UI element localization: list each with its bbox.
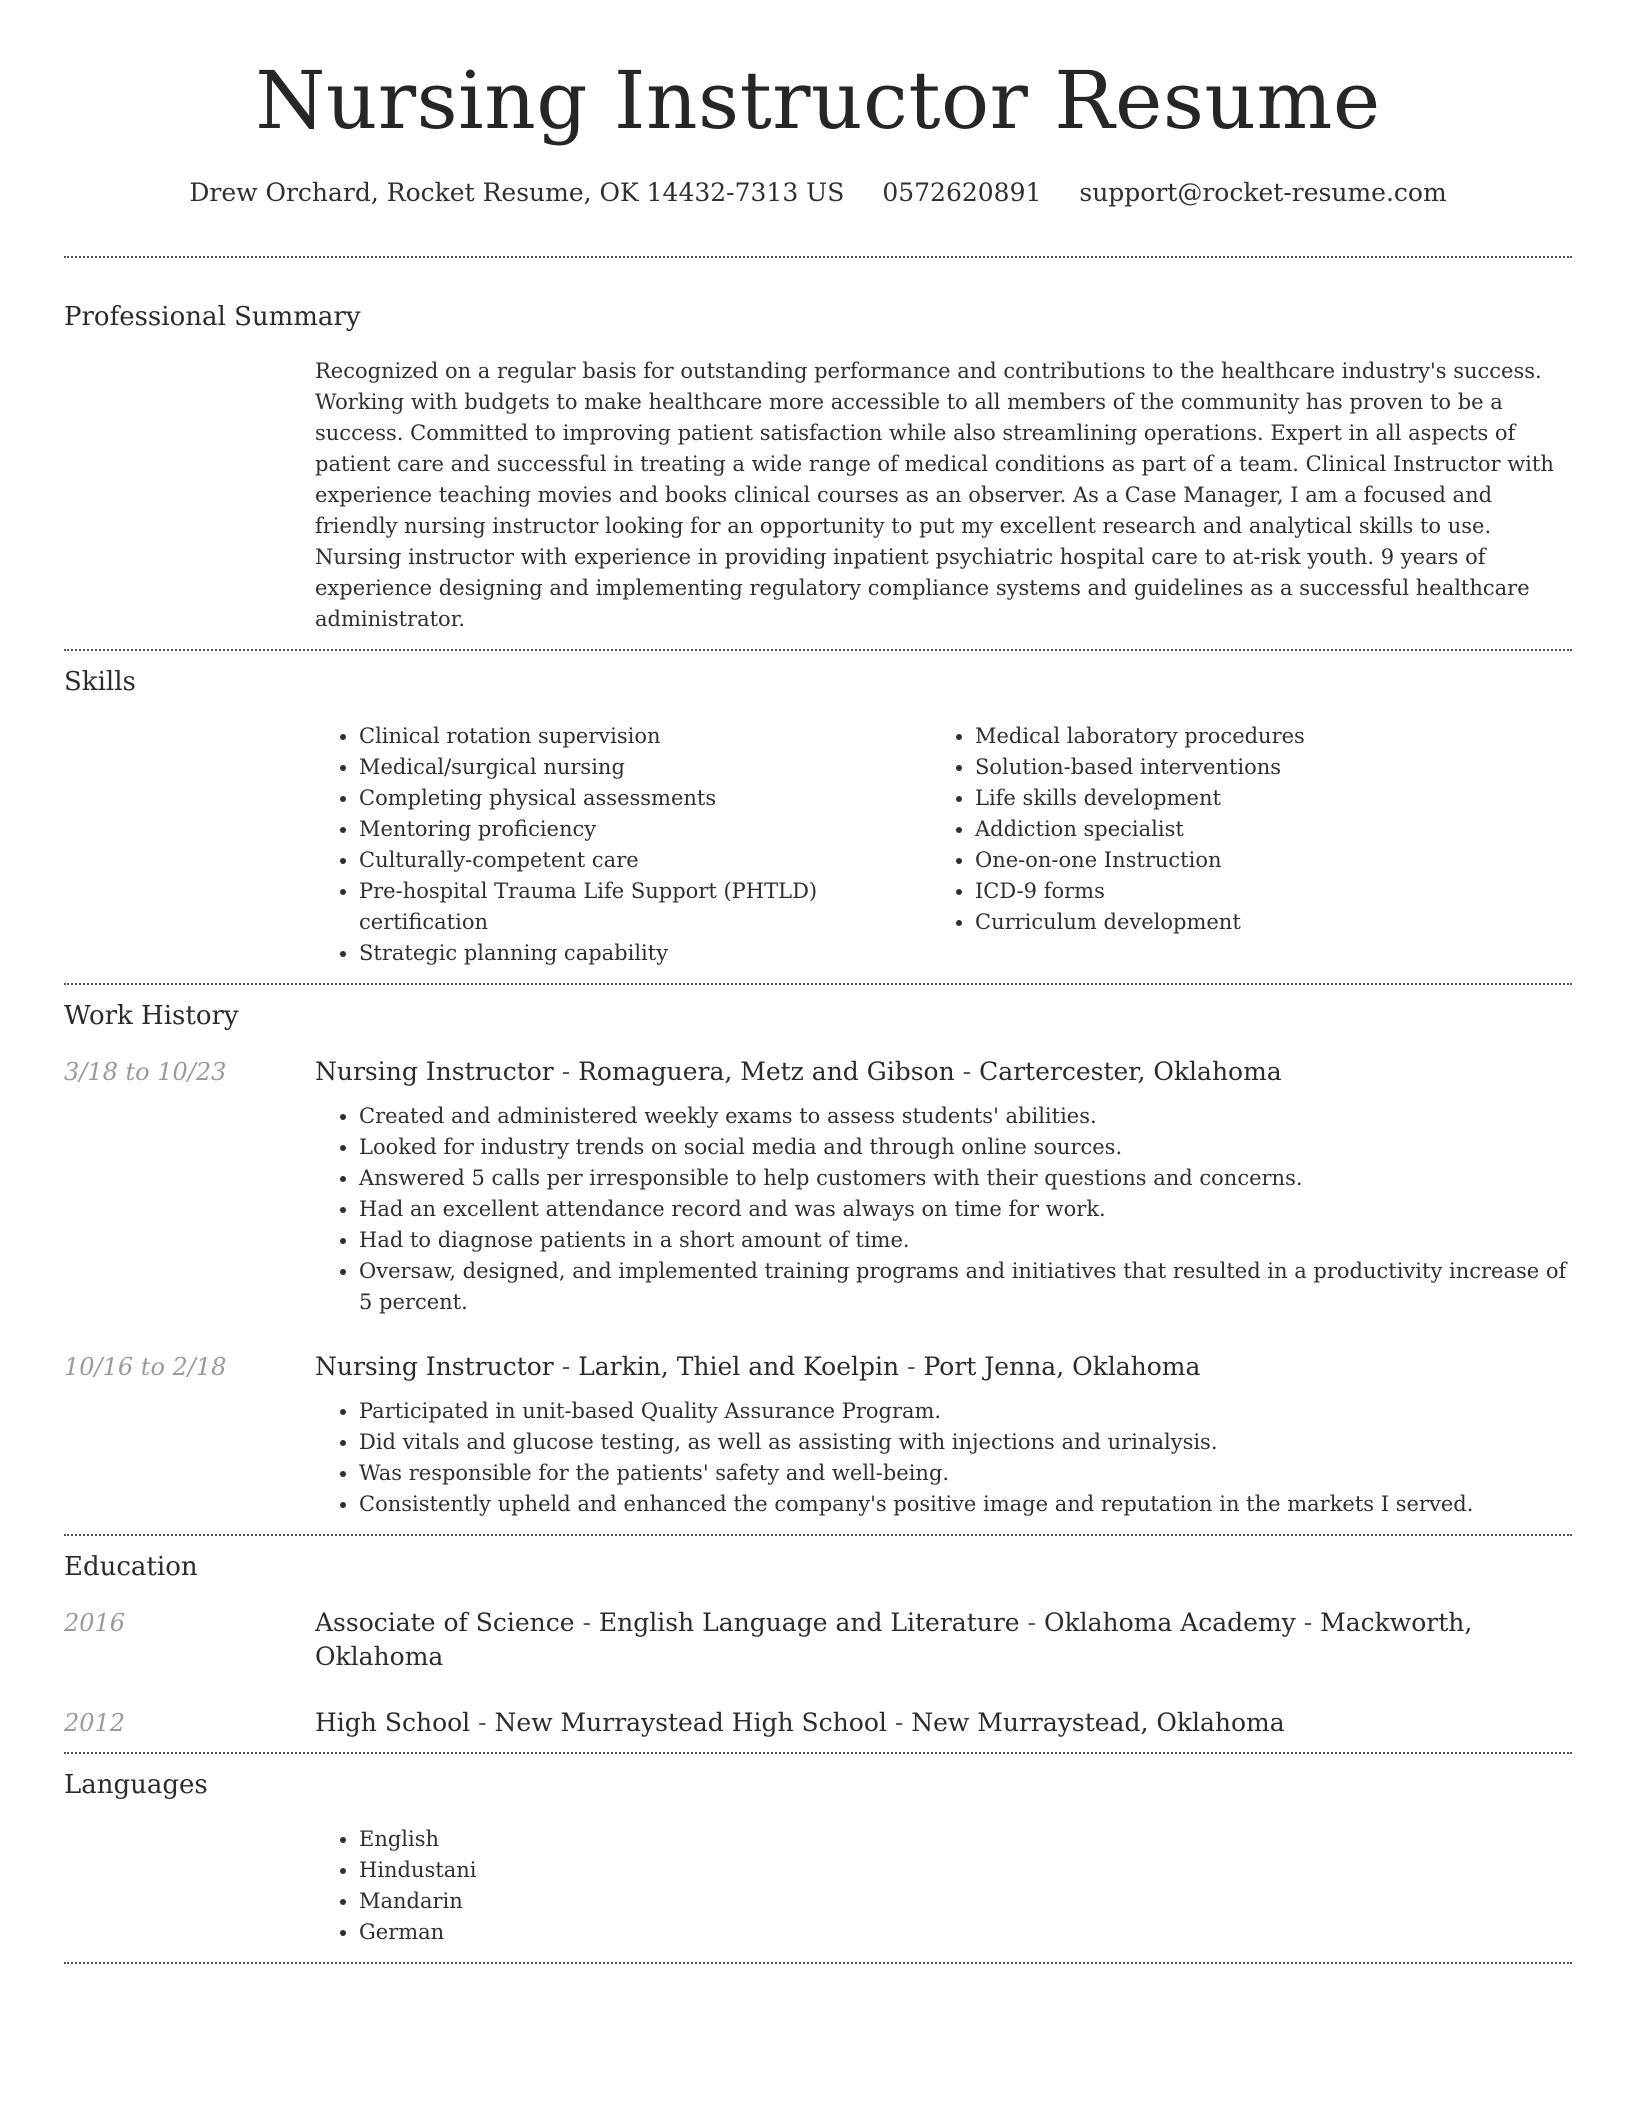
summary-section <box>64 258 1572 635</box>
separator: - <box>574 1608 599 1637</box>
work-bullet: • Participated in unit-based Quality Assurance Program. <box>359 1396 1572 1427</box>
education-entry <box>64 1706 1572 1740</box>
work-bullet: • Looked for industry trends on social media and through online sources. <box>359 1132 1572 1163</box>
skill-item: • Curriculum development <box>975 907 1572 938</box>
skills-title: Skills <box>64 667 136 697</box>
skill-item: • Completing physical assessments <box>359 783 931 814</box>
skill-item: • Medical/surgical nursing <box>359 752 931 783</box>
work-entry <box>64 1055 1572 1318</box>
skill-item: • ICD-9 forms <box>975 876 1572 907</box>
languages-section <box>64 1754 1572 1948</box>
work-bullets <box>315 1101 1572 1318</box>
skill-item: • Solution-based interventions <box>975 752 1572 783</box>
contact-line <box>64 176 1572 210</box>
education-school: New Murraystead High School <box>494 1708 887 1737</box>
contact-email: support@rocket-resume.com <box>1079 178 1447 207</box>
skills-column-left <box>315 721 931 969</box>
skill-item: • Life skills development <box>975 783 1572 814</box>
work-bullet: • Oversaw, designed, and implemented training programs and initiatives that resulted in a productivity increase of 5 percent. <box>359 1256 1572 1318</box>
language-item: • Mandarin <box>359 1886 1572 1917</box>
education-field: English Language and Literature <box>598 1608 1020 1637</box>
contact-phone: 0572620891 <box>882 178 1042 207</box>
work-bullet: • Created and administered weekly exams to assess students' abilities. <box>359 1101 1572 1132</box>
education-details <box>315 1606 1572 1674</box>
work-bullet: • Did vitals and glucose testing, as well as assisting with injections and urinalysis. <box>359 1427 1572 1458</box>
skills-section <box>64 651 1572 969</box>
work-details <box>315 1055 1572 1318</box>
contact-address: Drew Orchard, Rocket Resume, OK 14432-7313 US <box>189 178 845 207</box>
divider <box>64 1962 1572 1964</box>
work-company: Romaguera, Metz and Gibson <box>578 1057 955 1086</box>
skills-column-right <box>931 721 1572 969</box>
work-bullet: • Had an excellent attendance record and was always on time for work. <box>359 1194 1572 1225</box>
education-degree: High School <box>315 1708 471 1737</box>
skill-item: • Culturally-competent care <box>359 845 931 876</box>
skill-item: • Pre-hospital Trauma Life Support (PHTLD) certification <box>359 876 931 938</box>
skill-item: • Strategic planning capability <box>359 938 931 969</box>
resume-page <box>64 0 1572 1964</box>
work-section <box>64 985 1572 1520</box>
work-location: Cartercester, Oklahoma <box>979 1057 1282 1086</box>
separator: - <box>1295 1608 1321 1637</box>
work-title: Work History <box>64 1001 239 1031</box>
separator: - <box>1019 1608 1044 1637</box>
work-bullet: • Consistently upheld and enhanced the company's positive image and reputation in the markets I served. <box>359 1489 1572 1520</box>
skill-item: • One-on-one Instruction <box>975 845 1572 876</box>
education-entry <box>64 1606 1572 1674</box>
work-entry <box>64 1350 1572 1520</box>
languages-title: Languages <box>64 1770 208 1800</box>
work-entries <box>64 1055 1572 1520</box>
work-heading <box>315 1350 1572 1384</box>
skill-item: • Addiction specialist <box>975 814 1572 845</box>
skill-item: • Medical laboratory procedures <box>975 721 1572 752</box>
education-degree: Associate of Science <box>315 1608 575 1637</box>
work-role: Nursing Instructor <box>315 1352 554 1381</box>
skill-item: • Mentoring proficiency <box>359 814 931 845</box>
summary-text: Recognized on a regular basis for outstanding performance and contributions to the healthcare industry's success. Working with budgets to make healthcare more accessible to all members of the community has proven to be a success. Committed to improving patient satisfaction while also streamlining operations. Expert in all aspects of patient care and successful in treating a wide range of medical conditions as part of a team. Clinical Instructor with experience teaching movies and books clinical courses as an observer. As a Case Manager, I am a focused and friendly nursing instructor looking for an opportunity to put my excellent research and analytical skills to use. Nursing instructor with experience in providing inpatient psychiatric hospital care to at-risk youth. 9 years of experience designing and implementing regulatory compliance systems and guidelines as a successful healthcare administrator. <box>315 359 1554 631</box>
work-date: 10/16 to 2/18 <box>64 1353 227 1381</box>
skill-item: • Clinical rotation supervision <box>359 721 931 752</box>
work-bullets <box>315 1396 1572 1520</box>
education-heading <box>315 1606 1572 1674</box>
separator: - <box>553 1352 579 1381</box>
education-school: Oklahoma Academy <box>1043 1608 1296 1637</box>
language-item: • German <box>359 1917 1572 1948</box>
education-location: Mackworth, Oklahoma <box>315 1608 1473 1671</box>
education-title: Education <box>64 1552 198 1582</box>
education-heading <box>315 1706 1572 1740</box>
work-bullet: • Had to diagnose patients in a short amount of time. <box>359 1225 1572 1256</box>
separator: - <box>886 1708 912 1737</box>
summary-title: Professional Summary <box>64 302 361 332</box>
separator: - <box>553 1057 579 1086</box>
education-details <box>315 1706 1572 1740</box>
education-location: New Murraystead, Oklahoma <box>911 1708 1285 1737</box>
work-role: Nursing Instructor <box>315 1057 554 1086</box>
work-company: Larkin, Thiel and Koelpin <box>578 1352 900 1381</box>
page-title: Nursing Instructor Resume <box>255 54 1381 147</box>
work-details <box>315 1350 1572 1520</box>
languages-list <box>315 1824 1572 1948</box>
work-bullet: • Was responsible for the patients' safety and well-being. <box>359 1458 1572 1489</box>
languages-bullets <box>315 1824 1572 1948</box>
education-date: 2012 <box>64 1709 126 1737</box>
skills-grid <box>315 721 1572 969</box>
language-item: • English <box>359 1824 1572 1855</box>
work-location: Port Jenna, Oklahoma <box>923 1352 1201 1381</box>
separator: - <box>899 1352 924 1381</box>
language-item: • Hindustani <box>359 1855 1572 1886</box>
separator: - <box>954 1057 980 1086</box>
work-date: 3/18 to 10/23 <box>64 1058 227 1086</box>
education-date: 2016 <box>64 1609 126 1637</box>
education-entries <box>64 1606 1572 1740</box>
education-section <box>64 1536 1572 1740</box>
work-bullet: • Answered 5 calls per irresponsible to help customers with their questions and concerns. <box>359 1163 1572 1194</box>
separator: - <box>470 1708 495 1737</box>
work-heading <box>315 1055 1572 1089</box>
